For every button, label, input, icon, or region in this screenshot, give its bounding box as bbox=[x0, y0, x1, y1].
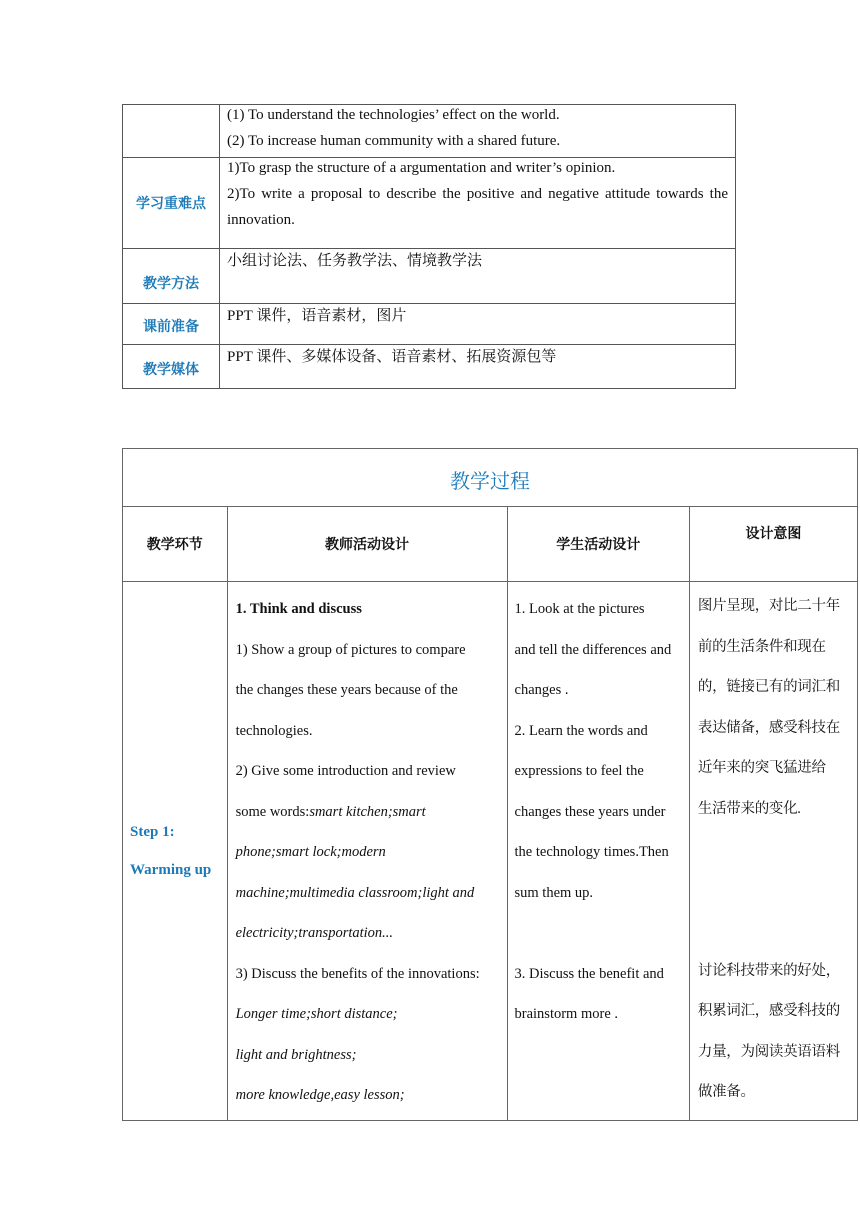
student-line: changes these years under bbox=[514, 803, 666, 820]
design-line: 的，链接已有的词汇和 bbox=[697, 679, 840, 695]
step-cell bbox=[123, 582, 228, 1121]
step-row bbox=[123, 582, 858, 1121]
student-line: brainstorm more . bbox=[514, 1006, 619, 1022]
design-line bbox=[698, 874, 853, 915]
design-intent-cell bbox=[689, 582, 857, 1121]
design-line: 生活带来的变化. bbox=[697, 800, 801, 817]
key-point-line: 1)To grasp the structure of a argumentation and writer’s opinion. bbox=[227, 160, 616, 176]
objectives-label-cell bbox=[123, 105, 220, 158]
key-point-line: 2)To write a proposal to describe the positive and negative attitude towards the bbox=[227, 186, 728, 202]
key-point-line: innovation. bbox=[227, 212, 295, 228]
teacher-line: 3) Discuss the benefits of the innovations: bbox=[235, 965, 480, 982]
media-label: 教学媒体 bbox=[123, 345, 220, 389]
teacher-line: machine;multimedia classroom;light and bbox=[235, 884, 475, 901]
objectives-cell bbox=[220, 105, 736, 158]
objective-line: (2) To increase human community with a shared future. bbox=[227, 133, 561, 149]
student-line bbox=[515, 917, 689, 958]
process-title: 教学过程 bbox=[123, 449, 858, 507]
header-design: 设计意图 bbox=[689, 507, 857, 582]
teacher-line: 1) Show a group of pictures to compare bbox=[235, 641, 466, 658]
objective-line: (1) To understand the technologies’ effect on the world. bbox=[227, 107, 560, 123]
teacher-line: phone;smart lock;modern bbox=[235, 844, 386, 860]
methods-row bbox=[123, 249, 736, 304]
preparation-value: PPT 课件，语音素材，图片 bbox=[220, 304, 736, 345]
preparation-row bbox=[123, 304, 736, 345]
teaching-process-table bbox=[122, 448, 858, 1121]
key-points-row bbox=[123, 158, 736, 249]
design-line: 积累词汇，感受科技的 bbox=[697, 1003, 840, 1019]
design-line: 表达储备，感受科技在 bbox=[697, 719, 840, 736]
objectives-row bbox=[123, 105, 736, 158]
teacher-line: 1. Think and discuss bbox=[235, 601, 362, 617]
media-row bbox=[123, 345, 736, 389]
teacher-activity-cell bbox=[227, 582, 507, 1121]
header-row bbox=[123, 507, 858, 582]
teacher-line-prefix: some words: bbox=[235, 803, 310, 820]
teacher-line: 2) Give some introduction and review bbox=[235, 763, 456, 779]
teacher-line bbox=[236, 796, 507, 837]
teacher-line-italic: smart kitchen;smart bbox=[309, 803, 426, 820]
design-line bbox=[698, 914, 853, 955]
preparation-label: 课前准备 bbox=[123, 304, 220, 345]
key-points-cell bbox=[220, 158, 736, 249]
design-line bbox=[698, 833, 853, 874]
methods-label: 教学方法 bbox=[123, 249, 220, 304]
design-line: 图片呈现，对比二十年 bbox=[697, 598, 840, 614]
teacher-line: light and brightness; bbox=[235, 1046, 357, 1063]
media-value: PPT 课件、多媒体设备、语音素材、拓展资源包等 bbox=[220, 345, 736, 389]
student-line: the technology times.Then bbox=[514, 844, 669, 860]
design-line: 讨论科技带来的好处， bbox=[697, 962, 840, 979]
student-line: and tell the differences and bbox=[514, 641, 672, 658]
teacher-line: more knowledge,easy lesson; bbox=[235, 1087, 405, 1103]
student-line: 2. Learn the words and bbox=[514, 722, 648, 739]
design-line: 力量，为阅读英语语料 bbox=[697, 1043, 840, 1060]
lesson-info-table bbox=[122, 104, 736, 389]
teacher-line: Longer time;short distance; bbox=[235, 1006, 398, 1022]
design-line: 做准备。 bbox=[697, 1084, 755, 1100]
student-activity-cell bbox=[507, 582, 689, 1121]
step-number: Step 1: bbox=[130, 823, 175, 840]
methods-value: 小组讨论法、任务教学法、情境教学法 bbox=[220, 249, 736, 304]
step-name: Warming up bbox=[130, 861, 212, 878]
process-title-row bbox=[123, 449, 858, 507]
teacher-line: electricity;transportation... bbox=[235, 925, 394, 941]
header-teacher: 教师活动设计 bbox=[227, 507, 507, 582]
header-stage: 教学环节 bbox=[123, 507, 228, 582]
header-student: 学生活动设计 bbox=[507, 507, 689, 582]
teacher-line: technologies. bbox=[235, 722, 313, 739]
teacher-line: the changes these years because of the bbox=[235, 682, 458, 698]
student-line: 1. Look at the pictures bbox=[514, 601, 645, 617]
student-line: expressions to feel the bbox=[514, 763, 644, 779]
design-line: 前的生活条件和现在 bbox=[697, 638, 826, 655]
design-line: 近年来的突飞猛进给 bbox=[697, 760, 826, 776]
key-points-label: 学习重难点 bbox=[123, 158, 220, 249]
student-line: sum them up. bbox=[514, 884, 594, 901]
student-line: 3. Discuss the benefit and bbox=[514, 965, 664, 982]
student-line: changes . bbox=[514, 682, 569, 698]
